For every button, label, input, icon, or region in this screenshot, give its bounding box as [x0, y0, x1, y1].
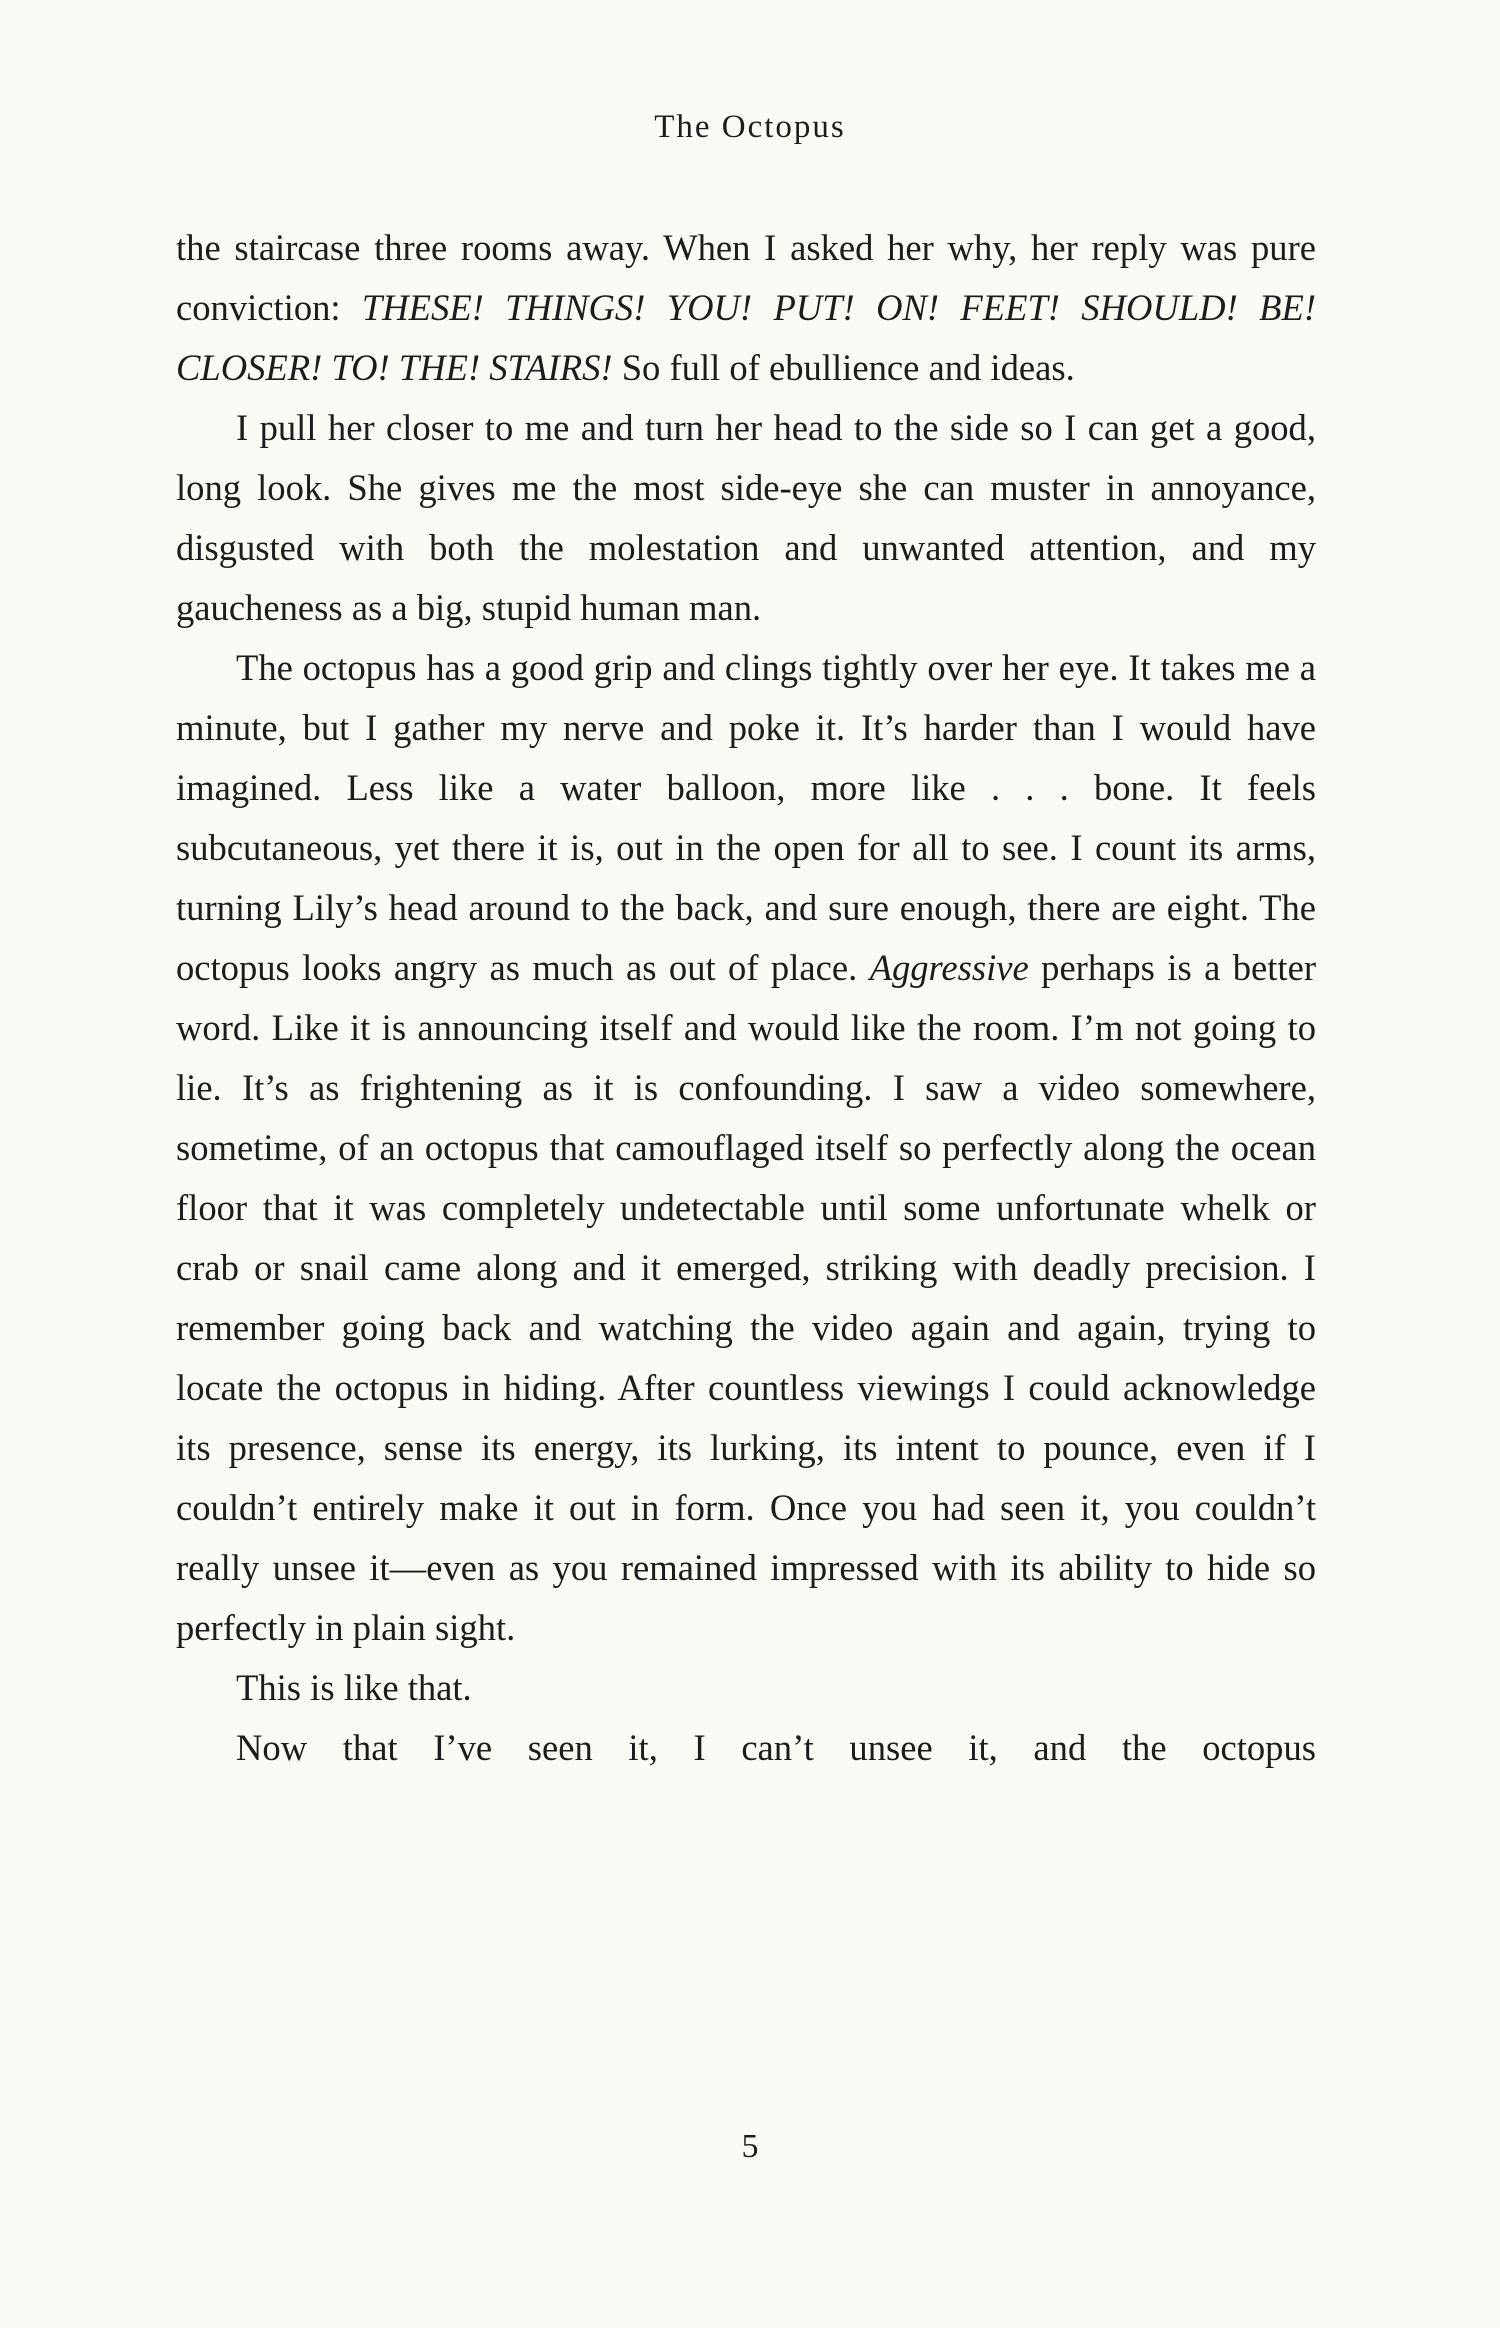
body-text [176, 218, 1316, 1778]
running-head: The Octopus [654, 109, 846, 145]
page-number: 5 [741, 2128, 759, 2165]
paragraph-1 [176, 218, 1316, 398]
paragraph-text: Now that I’ve seen it, I can’t unsee it, and the octopus [236, 1727, 1316, 1768]
paragraph-4 [176, 1658, 1316, 1718]
paragraph-text: So full of ebullience and ideas. [612, 347, 1075, 388]
paragraph-text: This is like that. [236, 1667, 472, 1708]
paragraph-text: I pull her closer to me and turn her head to the side so I can get a good, long look. She gives me the most side-eye she can muster in annoyance, disgusted with both the molestation and unwanted attention, and my gaucheness as a big, stupid human man. [176, 407, 1316, 628]
paragraph-3 [176, 638, 1316, 1658]
emphasis-text: THESE! THINGS! YOU! PUT! ON! FEET! SHOULD! BE! CLOSER! TO! THE! STAIRS! [176, 287, 1316, 388]
emphasis-text: Aggressive [869, 947, 1029, 988]
paragraph-text: the staircase three rooms away. When I asked her why, her reply was pure conviction: [176, 227, 1316, 328]
paragraph-5 [176, 1718, 1316, 1778]
paragraph-text: The octopus has a good grip and clings tightly over her eye. It takes me a minute, but I gather my nerve and poke it. It’s harder than I would have imagined. Less like a water balloon, more like . . . bone. It feels subcutaneous, yet there it is, out in the open for all to see. I count its arms, turning Lily’s head around to the back, and sure enough, there are eight. The octopus looks angry as much as out of place. [176, 647, 1316, 988]
paragraph-2 [176, 398, 1316, 638]
paragraph-text: perhaps is a better word. Like it is announcing itself and would like the room. I’m not going to lie. It’s as frightening as it is confounding. I saw a video somewhere, sometime, of an octopus that camouflaged itself so perfectly along the ocean floor that it was completely undetectable until some unfortunate whelk or crab or snail came along and it emerged, striking with deadly precision. I remember going back and watching the video again and again, trying to locate the octopus in hiding. After countless viewings I could acknowledge its presence, sense its energy, its lurking, its intent to pounce, even if I couldn’t entirely make it out in form. Once you had seen it, you couldn’t really unsee it—even as you remained impressed with its ability to hide so perfectly in plain sight. [176, 947, 1316, 1648]
